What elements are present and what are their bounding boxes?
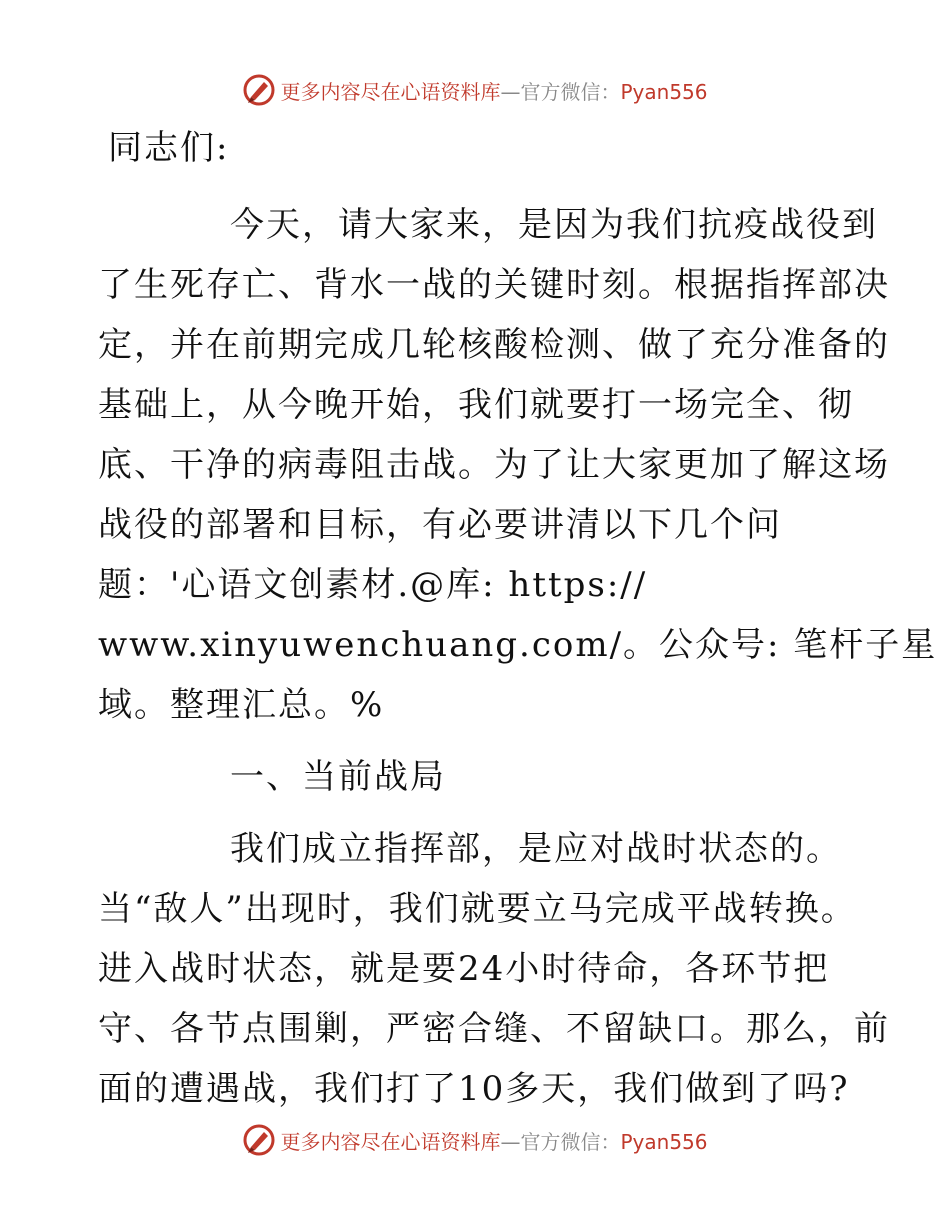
para1-line-2: 了生死存亡、背水一战的关键时刻。根据指挥部决	[98, 265, 890, 305]
footer-banner-title: 更多内容尽在心语资料库	[280, 1129, 501, 1154]
para2-line-3: 进入战时状态，就是要24小时待命，各环节把	[98, 949, 830, 989]
section-heading: 一、当前战局	[230, 757, 446, 797]
pen-logo-icon	[242, 1123, 276, 1157]
header-banner-wechat-id: Pyan556	[620, 79, 708, 104]
header-banner-separator: —	[500, 79, 521, 104]
footer-banner	[0, 1120, 950, 1160]
para1-line-6: 战役的部署和目标，有必要讲清以下几个问	[98, 505, 782, 545]
para2-line-1: 我们成立指挥部，是应对战时状态的。	[230, 829, 842, 869]
header-banner-text	[280, 76, 707, 105]
header-banner-wechat-label: 官方微信：	[520, 79, 621, 104]
footer-banner-separator: —	[500, 1129, 521, 1154]
para1-line-4: 基础上，从今晚开始，我们就要打一场完全、彻	[98, 385, 854, 425]
para2-line-4: 守、各节点围剿，严密合缝、不留缺口。那么，前	[98, 1009, 890, 1049]
header-banner	[0, 70, 950, 110]
para1-line-9: 域。整理汇总。%	[98, 685, 385, 725]
para1-line-5: 底、干净的病毒阻击战。为了让大家更加了解这场	[98, 445, 890, 485]
para1-line-8: www.xinyuwenchuang.com/。公众号: 笔杆子星	[98, 625, 938, 665]
para2-line-2: 当“敌人”出现时，我们就要立马完成平战转换。	[98, 889, 857, 929]
header-banner-inner	[242, 73, 707, 107]
para2-line-5: 面的遭遇战，我们打了10多天，我们做到了吗?	[98, 1069, 850, 1109]
para1-line-7: 题：'心语文创素材.@库: https://	[98, 565, 648, 605]
footer-banner-inner	[242, 1123, 707, 1157]
greeting: 同志们:	[108, 128, 230, 168]
footer-banner-wechat-label: 官方微信：	[520, 1129, 621, 1154]
footer-banner-wechat-id: Pyan556	[620, 1129, 708, 1154]
para1-line-1: 今天，请大家来，是因为我们抗疫战役到	[230, 205, 878, 245]
para1-line-3: 定，并在前期完成几轮核酸检测、做了充分准备的	[98, 325, 890, 365]
header-banner-title: 更多内容尽在心语资料库	[280, 79, 501, 104]
pen-logo-icon	[242, 73, 276, 107]
document-body	[98, 120, 938, 1116]
footer-banner-text	[280, 1126, 707, 1155]
